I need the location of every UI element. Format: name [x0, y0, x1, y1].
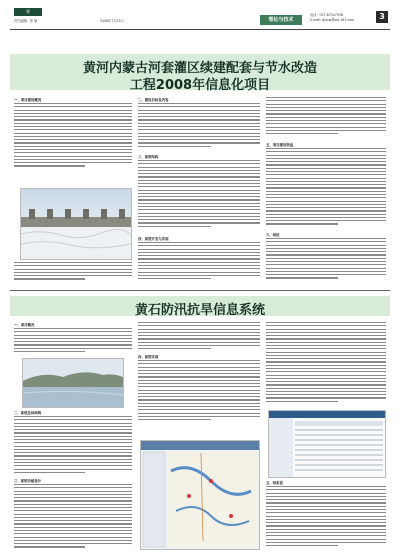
article1-title-band — [10, 54, 390, 93]
header-date: 2008年7月23日 — [100, 19, 124, 23]
a1-col2-text-b — [138, 160, 260, 232]
reservoir-photo — [22, 358, 124, 408]
a2-section-5: 五、结束语 — [266, 481, 283, 485]
page-number: 3 — [376, 11, 388, 23]
header-rule — [10, 29, 390, 30]
a2-section-1: 一、项目概况 — [14, 323, 35, 327]
a1-section-1: 一、项目建设概况 — [14, 98, 42, 102]
a1-col3-text-c — [266, 238, 386, 284]
a1-col3-text-b — [266, 148, 386, 228]
a2-section-3: 三、系统功能设计 — [14, 479, 42, 483]
a2-col3-text-b — [266, 486, 386, 550]
header-phone: 电话：027-87547336 — [310, 13, 344, 17]
a1-section-3: 三、系统结构 — [138, 155, 159, 159]
a1-col3-text-a — [266, 97, 386, 139]
a1-section-2: 二、建设目标及内容 — [138, 98, 169, 102]
header-email: E-mail: ghjsw@vip.163.com — [310, 18, 355, 22]
a1-col2-text-c — [138, 242, 260, 284]
a2-section-2: 二、系统总体结构 — [14, 411, 42, 415]
a1-col2-text-a — [138, 103, 260, 151]
a1-col1-text-mid — [14, 262, 132, 284]
a2-col1-text-b — [14, 416, 132, 476]
a2-col2-text-a — [138, 322, 260, 352]
software-screenshot — [268, 410, 386, 478]
a2-col3-text-a — [266, 322, 386, 406]
a1-section-6: 六、结论 — [266, 233, 280, 237]
a1-col1-text-top — [14, 103, 132, 171]
column-tag: 理论与技术 — [260, 15, 302, 25]
header-editor: 责任编辑：张 敏 — [14, 19, 38, 23]
river-map — [140, 440, 260, 550]
header-bar — [10, 6, 390, 28]
dam-photo — [20, 188, 132, 260]
article-divider — [10, 290, 390, 291]
article2-title: 黄石防汛抗旱信息系统 — [134, 303, 265, 318]
a2-section-4: 四、系统实现 — [138, 355, 159, 359]
article2-title-band — [10, 296, 390, 316]
article1-title-line1: 黄河内蒙古河套灌区续建配套与节水改造 — [82, 61, 317, 76]
article1-title-line2: 工程2008年信息化项目 — [129, 78, 271, 93]
a2-col1-text-c — [14, 484, 132, 550]
a1-section-4: 四、系统开发与实现 — [138, 237, 169, 241]
a2-col2-text-b — [138, 360, 260, 424]
header-logo-label: 鄂 — [14, 8, 42, 16]
a2-col1-text-a — [14, 328, 132, 356]
a1-section-5: 五、项目建设效益 — [266, 143, 294, 147]
